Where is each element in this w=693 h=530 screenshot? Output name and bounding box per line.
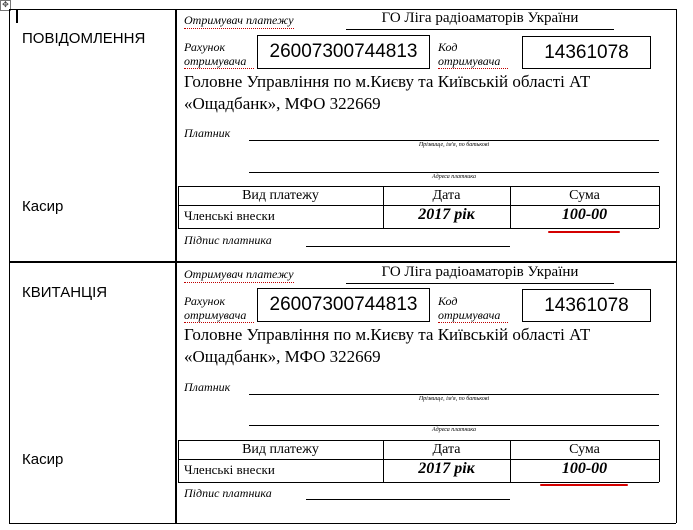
code-box[interactable]: 14361078 [522, 36, 651, 69]
notice-title: ПОВІДОМЛЕННЯ [22, 30, 146, 47]
recipient-value: ГО Ліга радіоаматорів України [381, 10, 579, 26]
cell-payment-type: Членські внески [184, 208, 275, 223]
column-divider [175, 9, 177, 523]
payer-name-line[interactable] [249, 140, 659, 141]
cashier-label: Касир [22, 451, 64, 468]
cell-amount: 100-00 [561, 206, 608, 223]
frame-right-border [676, 9, 677, 523]
header-payment-type: Вид платежу [242, 442, 319, 457]
payer-address-line[interactable] [249, 172, 659, 173]
signature-line[interactable] [306, 246, 510, 247]
move-handle-icon[interactable]: ✥ [0, 0, 11, 11]
payer-label: Платник [184, 380, 231, 394]
header-date: Дата [432, 188, 461, 203]
header-payment-type: Вид платежу [242, 188, 319, 203]
signature-line[interactable] [306, 499, 510, 500]
cell-amount: 100-00 [561, 460, 608, 477]
header-amount: Сума [569, 188, 600, 203]
account-label: Рахунок отримувача [184, 40, 254, 69]
payer-name-caption: Прізвище, ім'я, по батькові [418, 396, 490, 402]
amount-underline [548, 231, 620, 233]
payer-label: Платник [184, 126, 231, 140]
payer-name-line[interactable] [249, 394, 659, 395]
receipt-title: КВИТАНЦІЯ [22, 284, 108, 301]
payer-name-caption: Прізвище, ім'я, по батькові [418, 142, 490, 148]
cell-payment-type: Членські внески [184, 462, 275, 477]
recipient-label: Отримувач платежу [184, 267, 294, 281]
section-divider [9, 261, 676, 263]
recipient-label: Отримувач платежу [184, 13, 294, 27]
cell-date: 2017 рік [418, 460, 475, 477]
code-label: Код отримувача [438, 40, 508, 69]
payer-address-line[interactable] [249, 425, 659, 426]
bank-text: Головне Управління по м.Києву та Київській області АТ «Ощадбанк», МФО 322669 [184, 72, 591, 113]
account-label: Рахунок отримувача [184, 294, 254, 323]
header-amount: Сума [569, 442, 600, 457]
frame-left-border [9, 9, 10, 523]
frame-left-thin [16, 9, 18, 23]
signature-label: Підпис платника [184, 486, 272, 500]
frame-bottom-border [9, 523, 676, 524]
recipient-value: ГО Ліга радіоаматорів України [381, 264, 579, 280]
account-number-box[interactable]: 26007300744813 [257, 35, 430, 69]
amount-underline [540, 484, 628, 486]
cashier-label: Касир [22, 198, 64, 215]
code-box[interactable]: 14361078 [522, 289, 651, 322]
payer-address-caption: Адреса платника [432, 427, 476, 433]
payer-address-caption: Адреса платника [432, 174, 476, 180]
code-label: Код отримувача [438, 294, 508, 323]
cell-date: 2017 рік [418, 206, 475, 223]
account-number-box[interactable]: 26007300744813 [257, 288, 430, 322]
header-date: Дата [432, 442, 461, 457]
bank-text: Головне Управління по м.Києву та Київській області АТ «Ощадбанк», МФО 322669 [184, 325, 591, 366]
signature-label: Підпис платника [184, 233, 272, 247]
